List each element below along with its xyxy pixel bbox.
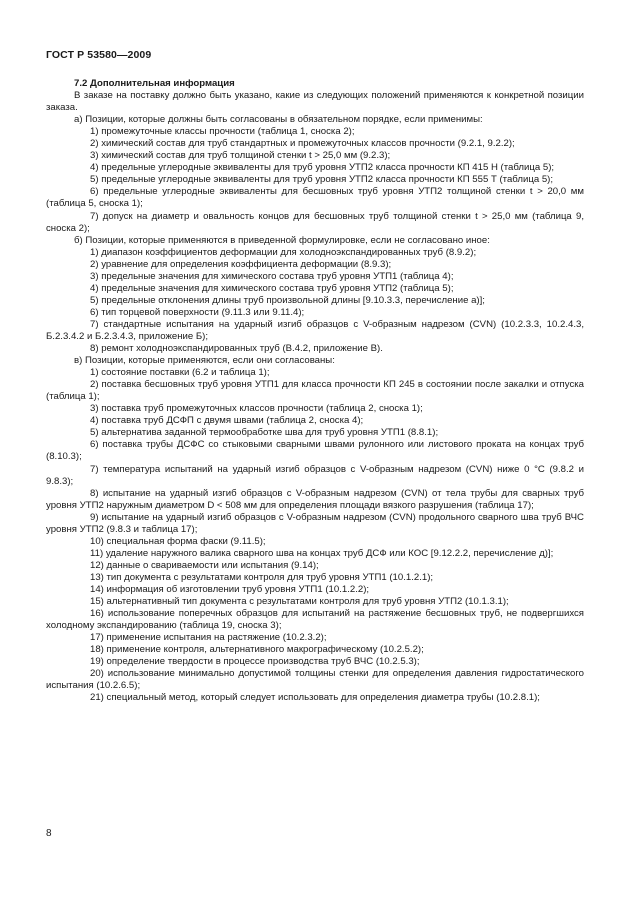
list-item: 4) предельные углеродные эквиваленты для труб уровня УТП2 класса прочности КП 415 Н (таблица 5); — [90, 162, 555, 174]
list-item: 18) применение контроля, альтернативного макрографическому (10.2.5.2); — [90, 644, 424, 656]
page-number: 8 — [46, 828, 52, 839]
document-body — [46, 78, 584, 704]
list-item: 6) тип торцевой поверхности (9.11.3 или 9.11.4); — [90, 306, 305, 318]
list-item: 4) предельные значения для химического состава труб уровня УТП2 (таблица 5); — [90, 282, 454, 294]
list-item: 5) предельные углеродные эквиваленты для труб уровня УТП2 класса прочности КП 555 Т (таблица 5); — [90, 174, 554, 186]
list-item: 3) поставка труб промежуточных классов прочности (таблица 2, сноска 1); — [90, 403, 423, 415]
list-item: 6) предельные углеродные эквиваленты для бесшовных труб уровня УТП2 толщиной стенки t > 20,0 мм (таблица 5, сноска 1); — [46, 186, 584, 210]
list-item: 3) предельные значения для химического состава труб уровня УТП1 (таблица 4); — [90, 270, 454, 282]
list-item: 1) промежуточные классы прочности (таблица 1, сноска 2); — [90, 126, 355, 138]
list-item: 4) поставка труб ДСФП с двумя швами (таблица 2, сноска 4); — [90, 415, 364, 427]
section-title: 7.2 Дополнительная информация — [74, 78, 235, 89]
list-item: 2) поставка бесшовных труб уровня УТП1 для класса прочности КП 245 в состоянии после закалки и отпуска (таблица 1); — [46, 379, 584, 403]
list-item: 8) ремонт холодноэкспандированных труб (В.4.2, приложение В). — [90, 343, 383, 355]
list-item: 1) диапазон коэффициентов деформации для холодноэкспандированных труб (8.9.2); — [90, 246, 477, 258]
list-item: 20) использование минимально допустимой толщины стенки для определения давления гидростатического испытания (10.2.6.5); — [46, 668, 584, 692]
list-item: 14) информация об изготовлении труб уровня УТП1 (10.1.2.2); — [90, 583, 370, 595]
list-item: 5) предельные отклонения длины труб произвольной длины [9.10.3.3, перечисление а)]; — [90, 294, 485, 306]
list-item: 12) данные о свариваемости или испытания (9.14); — [90, 559, 319, 571]
list-item: 6) поставка трубы ДСФС со стыковыми сварными швами рулонного или листового проката на концах труб (8.10.3); — [46, 439, 584, 463]
list-item: 13) тип документа с результатами контроля для труб уровня УТП1 (10.1.2.1); — [90, 571, 434, 583]
section-intro: В заказе на поставку должно быть указано, какие из следующих положений применяются к конкретной позиции заказа. — [46, 90, 584, 114]
list-item: 15) альтернативный тип документа с результатами контроля для труб уровня УТП2 (10.1.3.1); — [90, 596, 509, 608]
list-item: 1) состояние поставки (6.2 и таблица 1); — [90, 367, 270, 379]
list-item: 17) применение испытания на растяжение (10.2.3.2); — [90, 632, 327, 644]
list-item: 19) определение твердости в процессе производства труб ВЧС (10.2.5.3); — [90, 656, 420, 668]
list-item: 8) испытание на ударный изгиб образцов с V-образным надрезом (CVN) от тела трубы для сварных труб уровня УТП2 наружным диаметром D < 508 мм для определения площади вязкого разрушения (таблица 17); — [46, 487, 584, 511]
list-item: 21) специальный метод, который следует использовать для определения диаметра трубы (10.2.8.1); — [90, 692, 540, 704]
list-item: 2) уравнение для определения коэффициента деформации (8.9.3); — [90, 258, 392, 270]
group-heading-c: в) Позиции, которые применяются, если они согласованы: — [74, 355, 335, 367]
list-item: 3) химический состав для труб толщиной стенки t > 25,0 мм (9.2.3); — [90, 150, 391, 162]
list-item: 7) допуск на диаметр и овальность концов для бесшовных труб толщиной стенки t > 25,0 мм (таблица 9, сноска 2); — [46, 210, 584, 234]
list-item: 9) испытание на ударный изгиб образцов с V-образным надрезом (CVN) продольного сварного шва труб ВЧС уровня УТП2 (9.8.3 и таблица 17); — [46, 511, 584, 535]
document-header: ГОСТ Р 53580—2009 — [46, 49, 152, 61]
list-item: 16) использование поперечных образцов для испытаний на растяжение бесшовных труб, не подвергшихся холодному экспандированию (таблица 19, сноска 3); — [46, 608, 584, 632]
list-item: 7) стандартные испытания на ударный изгиб образцов с V-образным надрезом (CVN) (10.2.3.3, 10.2.4.3, Б.2.3.4.2 и Б.2.3.4.3, приложение Б); — [46, 318, 584, 342]
group-heading-b: б) Позиции, которые применяются в приведенной формулировке, если не согласовано иное: — [74, 234, 490, 246]
list-item: 2) химический состав для труб стандартных и промежуточных классов прочности (9.2.1, 9.2.2); — [90, 138, 515, 150]
group-heading-a: а) Позиции, которые должны быть согласованы в обязательном порядке, если применимы: — [74, 114, 483, 126]
list-item: 11) удаление наружного валика сварного шва на концах труб ДСФ или КОС [9.12.2.2, перечисление д)]; — [90, 547, 554, 559]
list-item: 7) температура испытаний на ударный изгиб образцов с V-образным надрезом (CVN) ниже 0 °С (9.8.2 и 9.8.3); — [46, 463, 584, 487]
list-item: 5) альтернатива заданной термообработке шва для труб уровня УТП1 (8.8.1); — [90, 427, 439, 439]
list-item: 10) специальная форма фаски (9.11.5); — [90, 535, 266, 547]
